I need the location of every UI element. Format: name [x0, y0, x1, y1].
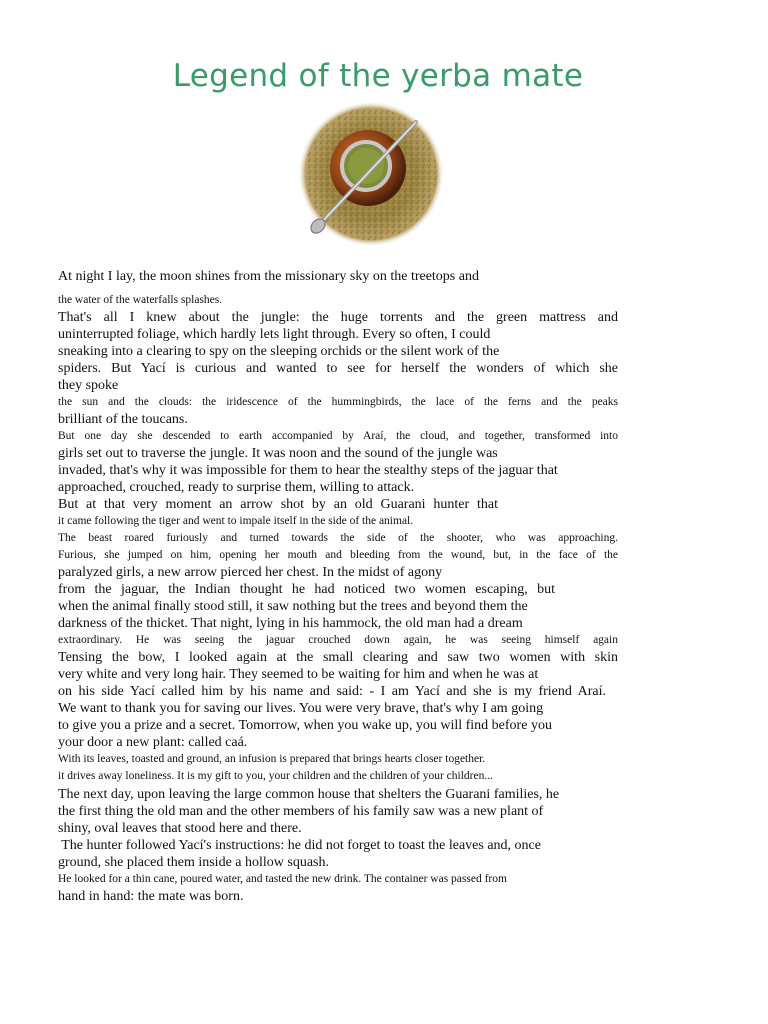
text-line: the first thing the old man and the other members of his family saw was a new plant of — [58, 804, 544, 819]
text-line: your door a new plant: called caá. — [58, 735, 248, 750]
text-line: invaded, that's why it was impossible for them to hear the stealthy steps of the jaguar that — [58, 463, 558, 478]
text-line: The next day, upon leaving the large common house that shelters the Guarani families, he — [58, 787, 560, 802]
text-line: the sun and the clouds: the iridescence of the hummingbirds, the lace of the ferns and the peaks — [58, 396, 618, 408]
text-line: darkness of the thicket. That night, lying in his hammock, the old man had a dream — [58, 616, 523, 631]
text-line: paralyzed girls, a new arrow pierced her chest. In the midst of agony — [58, 565, 443, 580]
text-line: to give you a prize and a secret. Tomorrow, when you wake up, you will find before you — [58, 718, 552, 733]
text-line: extraordinary. He was seeing the jaguar crouched down again, he was seeing himself again — [58, 634, 618, 646]
text-line: it came following the tiger and went to impale itself in the side of the animal. — [58, 515, 414, 527]
text-line: With its leaves, toasted and ground, an infusion is prepared that brings hearts closer together. — [58, 753, 486, 765]
text-line: from the jaguar, the Indian thought he had noticed two women escaping, but — [58, 582, 555, 597]
page-title: Legend of the yerba mate — [172, 58, 584, 94]
text-line: sneaking into a clearing to spy on the sleeping orchids or the silent work of the — [58, 344, 500, 359]
text-line: the water of the waterfalls splashes. — [58, 294, 223, 306]
text-line: they spoke — [58, 378, 119, 393]
text-line: when the animal finally stood still, it saw nothing but the trees and beyond them the — [58, 599, 528, 614]
text-line: He looked for a thin cane, poured water, and tasted the new drink. The container was passed from — [58, 873, 507, 885]
text-line: But at that very moment an arrow shot by an old Guarani hunter that — [58, 497, 498, 512]
text-line: girls set out to traverse the jungle. It was noon and the sound of the jungle was — [58, 446, 498, 461]
text-line: shiny, oval leaves that stood here and there. — [58, 821, 302, 836]
text-line: spiders. But Yací is curious and wanted to see for herself the wonders of which she — [58, 361, 618, 376]
text-line: approached, crouched, ready to surprise them, willing to attack. — [58, 480, 415, 495]
text-line: it drives away loneliness. It is my gift to you, your children and the children of your children... — [58, 770, 493, 782]
text-line: hand in hand: the mate was born. — [58, 889, 244, 904]
text-line: Furious, she jumped on him, opening her mouth and bleeding from the wound, but, in the face of the — [58, 549, 618, 561]
text-line: The hunter followed Yací's instructions: he did not forget to toast the leaves and, once — [58, 838, 541, 853]
text-line: We want to thank you for saving our lives. You were very brave, that's why I am going — [58, 701, 544, 716]
text-line: That's all I knew about the jungle: the huge torrents and the green mattress and — [58, 310, 618, 325]
text-line: on his side Yací called him by his name and said: - I am Yací and she is my friend Araí. — [58, 684, 606, 699]
text-line: At night I lay, the moon shines from the missionary sky on the treetops and — [58, 269, 479, 284]
text-line: brilliant of the toucans. — [58, 412, 188, 427]
legend-text — [58, 268, 618, 905]
yerba-mate-gourd-illustration — [296, 100, 446, 250]
text-line: But one day she descended to earth accompanied by Araí, the cloud, and together, transformed into — [58, 430, 618, 442]
text-line: Tensing the bow, I looked again at the small clearing and saw two women with skin — [58, 650, 618, 665]
text-line: The beast roared furiously and turned towards the side of the shooter, who was approaching. — [58, 532, 618, 544]
text-line: ground, she placed them inside a hollow squash. — [58, 855, 330, 870]
text-line: very white and very long hair. They seemed to be waiting for him and when he was at — [58, 667, 539, 682]
text-line: uninterrupted foliage, which hardly lets light through. Every so often, I could — [58, 327, 491, 342]
